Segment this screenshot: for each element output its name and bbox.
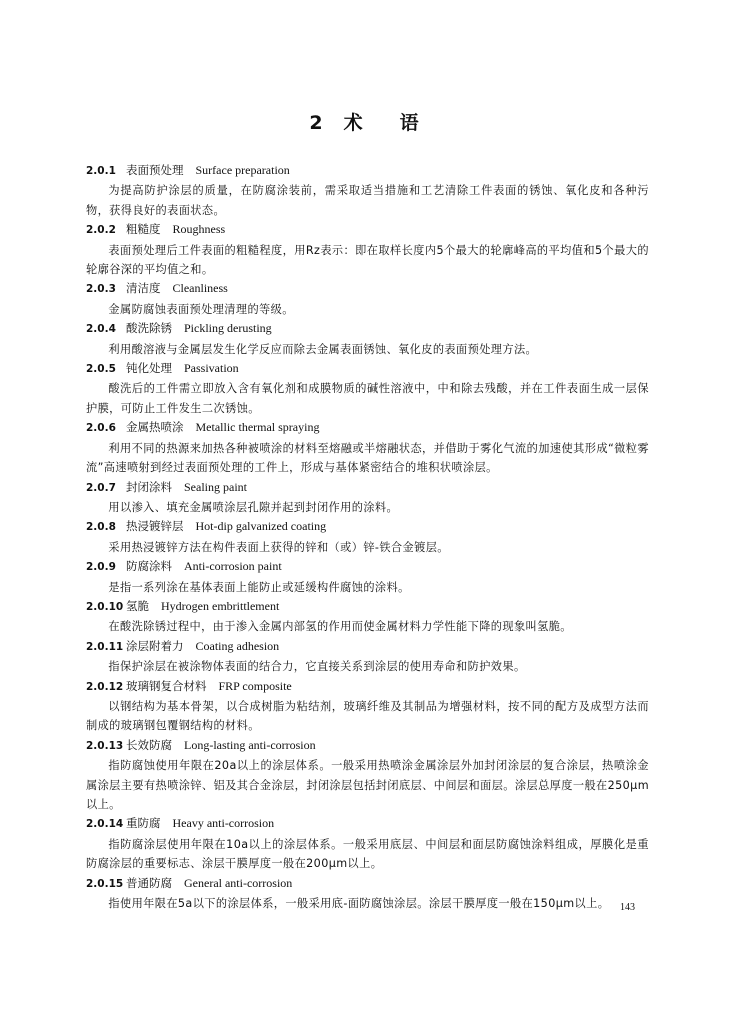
term-definition: 利用酸溶液与金属层发生化学反应而除去金属表面锈蚀、氧化皮的表面预处理方法。 bbox=[108, 342, 538, 356]
term-number: 2.0.3 bbox=[86, 283, 116, 296]
term-heading bbox=[86, 517, 649, 537]
term-heading bbox=[86, 874, 649, 894]
term-number: 2.0.6 bbox=[86, 422, 116, 435]
term-chinese: 表面预处理 bbox=[126, 163, 184, 177]
term-definition: 用以渗入、填充金属喷涂层孔隙并起到封闭作用的涂料。 bbox=[108, 500, 399, 514]
term-number: 2.0.5 bbox=[86, 363, 116, 376]
term-number: 2.0.10 bbox=[86, 600, 124, 613]
page-number: 143 bbox=[620, 902, 635, 913]
term-english: Sealing paint bbox=[184, 479, 247, 494]
term-chinese: 钝化处理 bbox=[126, 361, 172, 376]
chapter-number: 2 bbox=[309, 112, 324, 134]
term-heading bbox=[86, 359, 649, 379]
term-heading bbox=[86, 319, 649, 339]
term-number: 2.0.11 bbox=[86, 640, 124, 653]
term-definition: 是指一系列涂在基体表面上能防止或延缓构件腐蚀的涂料。 bbox=[108, 580, 410, 594]
term-english: Hydrogen embrittlement bbox=[161, 598, 280, 613]
term-entry bbox=[86, 736, 649, 815]
term-definition: 指防腐涂层使用年限在10a以上的涂层体系。一般采用底层、中间层和面层防腐蚀涂料组成，厚膜化是重防腐涂层的重要标志、涂层干膜厚度一般在200μm以上。 bbox=[86, 837, 649, 871]
term-heading bbox=[86, 677, 649, 697]
term-heading bbox=[86, 478, 649, 498]
term-entry bbox=[86, 359, 649, 418]
term-heading bbox=[86, 637, 649, 657]
term-chinese: 封闭涂料 bbox=[126, 479, 172, 494]
term-english: Metallic thermal spraying bbox=[195, 420, 320, 435]
term-chinese: 防腐涂料 bbox=[126, 559, 172, 574]
term-heading bbox=[86, 736, 649, 756]
term-number: 2.0.12 bbox=[86, 680, 124, 693]
term-definition: 表面预处理后工件表面的粗糙程度，用Rz表示：即在取样长度内5个最大的轮廓峰高的平均值和5个最大的轮廓谷深的平均值之和。 bbox=[86, 243, 649, 277]
term-number: 2.0.14 bbox=[86, 818, 124, 831]
term-chinese: 重防腐 bbox=[126, 816, 161, 831]
term-number: 2.0.15 bbox=[86, 877, 124, 890]
term-english: Pickling derusting bbox=[184, 321, 272, 336]
term-english: Passivation bbox=[184, 361, 239, 376]
term-entry bbox=[86, 418, 649, 477]
term-number: 2.0.8 bbox=[86, 521, 116, 534]
term-english: Coating adhesion bbox=[195, 638, 280, 653]
term-entry bbox=[86, 637, 649, 677]
term-chinese: 金属热喷涂 bbox=[126, 420, 184, 435]
term-heading bbox=[86, 161, 649, 181]
term-entry bbox=[86, 677, 649, 736]
term-definition: 指保护涂层在被涂物体表面的结合力，它直接关系到涂层的使用寿命和防护效果。 bbox=[108, 660, 526, 674]
term-chinese: 涂层附着力 bbox=[126, 638, 184, 653]
term-definition: 指防腐蚀使用年限在20a以上的涂层体系。一般采用热喷涂金属涂层外加封闭涂层的复合涂层，热喷涂金属涂层主要有热喷涂锌、铝及其合金涂层，封闭涂层包括封闭底层、中间层和面层。涂层总厚度一般在250μm以上。 bbox=[86, 759, 649, 811]
term-entry bbox=[86, 279, 649, 319]
term-definition: 金属防腐蚀表面预处理清理的等级。 bbox=[108, 302, 294, 316]
term-entry bbox=[86, 220, 649, 279]
term-english: Heavy anti-corrosion bbox=[172, 816, 275, 831]
term-english: Anti-corrosion paint bbox=[184, 559, 282, 574]
term-heading bbox=[86, 279, 649, 299]
term-number: 2.0.4 bbox=[86, 323, 116, 336]
term-number: 2.0.1 bbox=[86, 165, 116, 177]
chapter-title bbox=[0, 108, 729, 135]
term-entry bbox=[86, 319, 649, 359]
term-english: Hot-dip galvanized coating bbox=[195, 519, 327, 534]
term-entry bbox=[86, 161, 649, 220]
term-entry bbox=[86, 557, 649, 597]
term-chinese: 普通防腐 bbox=[126, 875, 172, 890]
term-heading bbox=[86, 814, 649, 834]
term-chinese: 热浸镀锌层 bbox=[126, 519, 184, 534]
term-chinese: 氢脆 bbox=[126, 598, 149, 613]
term-definition: 为提高防护涂层的质量，在防腐涂装前，需采取适当措施和工艺清除工件表面的锈蚀、氧化皮和各种污物，获得良好的表面状态。 bbox=[86, 184, 649, 217]
term-english: FRP composite bbox=[218, 678, 292, 693]
term-chinese: 粗糙度 bbox=[126, 222, 161, 237]
term-definition: 以钢结构为基本骨架，以合成树脂为粘结剂，玻璃纤维及其制品为增强材料，按不同的配方及成型方法而制成的玻璃钢包覆钢结构的材料。 bbox=[86, 699, 649, 733]
term-number: 2.0.7 bbox=[86, 481, 116, 494]
term-entry bbox=[86, 874, 649, 914]
term-chinese: 长效防腐 bbox=[126, 737, 172, 752]
term-entry bbox=[86, 517, 649, 557]
chapter-title-char-1: 术 bbox=[343, 112, 364, 134]
term-number: 2.0.2 bbox=[86, 224, 116, 237]
term-english: Roughness bbox=[172, 222, 226, 237]
term-english: Long-lasting anti-corrosion bbox=[184, 737, 316, 752]
term-definition: 采用热浸镀锌方法在构件表面上获得的锌和（或）锌-铁合金镀层。 bbox=[108, 540, 449, 554]
term-entry bbox=[86, 597, 649, 637]
term-definition: 在酸洗除锈过程中，由于渗入金属内部氢的作用而使金属材料力学性能下降的现象叫氢脆。 bbox=[108, 620, 572, 634]
term-english: Surface preparation bbox=[195, 163, 290, 177]
term-definition: 利用不同的热源来加热各种被喷涂的材料至熔融或半熔融状态，并借助于雾化气流的加速使其形成“微粒雾流”高速喷射到经过表面预处理的工件上，形成与基体紧密结合的堆积状喷涂层。 bbox=[86, 441, 649, 475]
term-heading bbox=[86, 220, 649, 240]
term-chinese: 玻璃钢复合材料 bbox=[126, 678, 207, 693]
term-english: General anti-corrosion bbox=[184, 875, 293, 890]
term-entry bbox=[86, 814, 649, 873]
term-heading bbox=[86, 418, 649, 438]
term-definition: 酸洗后的工件需立即放入含有氧化剂和成膜物质的碱性溶液中，中和除去残酸，并在工件表面生成一层保护膜，可防止工件发生二次锈蚀。 bbox=[86, 382, 649, 415]
term-heading bbox=[86, 557, 649, 577]
term-list bbox=[86, 161, 649, 913]
term-english: Cleanliness bbox=[172, 281, 228, 296]
term-chinese: 清洁度 bbox=[126, 281, 161, 296]
term-entry bbox=[86, 478, 649, 518]
chapter-title-char-2: 语 bbox=[399, 112, 420, 134]
term-heading bbox=[86, 597, 649, 617]
term-chinese: 酸洗除锈 bbox=[126, 321, 172, 336]
term-number: 2.0.13 bbox=[86, 739, 124, 752]
term-definition: 指使用年限在5a以下的涂层体系，一般采用底-面防腐蚀涂层。涂层干膜厚度一般在150μm以上。 bbox=[108, 897, 610, 911]
term-number: 2.0.9 bbox=[86, 561, 116, 574]
